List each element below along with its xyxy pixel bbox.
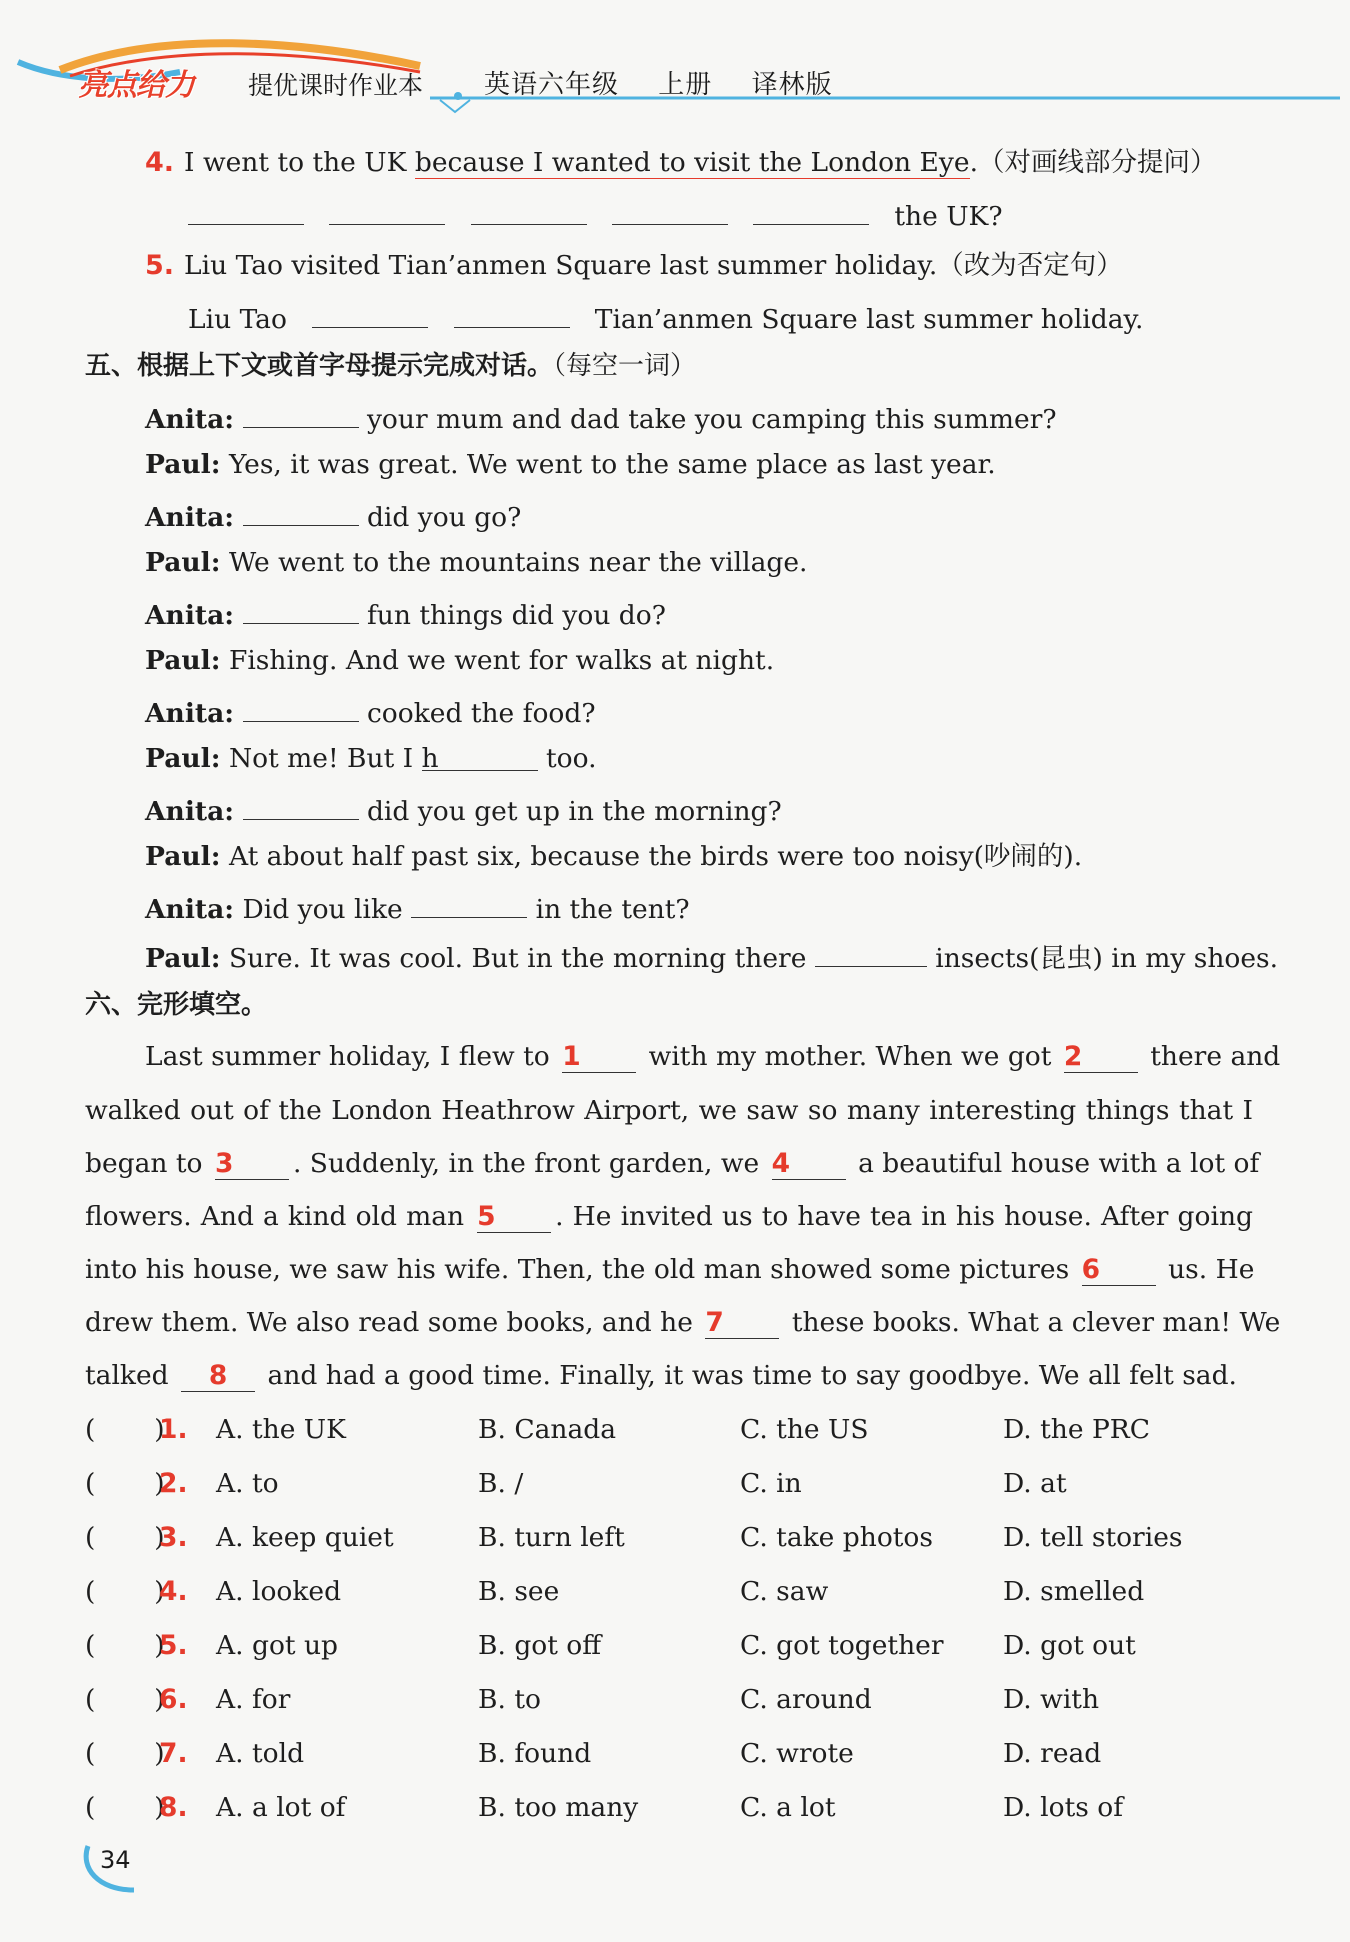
dialogue-line: Paul: Fishing. And we went for walks at night. bbox=[145, 645, 775, 676]
cloze-blank[interactable]: 7 bbox=[705, 1308, 779, 1339]
page-header bbox=[0, 0, 1350, 120]
answer-blank[interactable] bbox=[612, 196, 728, 225]
cloze-blank[interactable]: 1 bbox=[562, 1042, 636, 1073]
dialogue-line: Anita: Did you like in the tent? bbox=[145, 889, 690, 927]
answer-blank[interactable] bbox=[243, 693, 359, 722]
option-row: ( ) 6. A. for B. to C. around D. with bbox=[85, 1682, 1265, 1718]
answer-blank[interactable] bbox=[243, 791, 359, 820]
dialogue-line: Paul: Not me! But I h too. bbox=[145, 743, 597, 774]
answer-blank[interactable] bbox=[188, 196, 304, 225]
answer-blank[interactable] bbox=[329, 196, 445, 225]
cloze-blank[interactable]: 8 bbox=[181, 1361, 255, 1392]
passage-line: into his house, we saw his wife. Then, the old man showed some pictures 6 us. He bbox=[85, 1254, 1255, 1285]
answer-paren[interactable]: ( ) bbox=[85, 1684, 165, 1715]
passage-line: Last summer holiday, I flew to 1 with my mother. When we got 2 there and bbox=[145, 1041, 1281, 1072]
book-info bbox=[484, 64, 863, 101]
page-number: 34 bbox=[100, 1846, 131, 1874]
answer-line-5: Liu Tao Tian’anmen Square last summer holiday. bbox=[188, 299, 1143, 337]
answer-blank[interactable] bbox=[243, 595, 359, 624]
question-number: 4. bbox=[145, 147, 175, 178]
section-6-title: 六、完形填空。 bbox=[85, 990, 268, 1020]
dialogue-line: Anita: did you get up in the morning? bbox=[145, 791, 782, 829]
answer-blank[interactable] bbox=[815, 938, 927, 967]
cloze-blank[interactable]: 6 bbox=[1082, 1255, 1156, 1286]
series-title: 提优课时作业本 bbox=[248, 71, 424, 100]
option-row: ( ) 7. A. told B. found C. wrote D. read bbox=[85, 1736, 1265, 1772]
cloze-blank[interactable]: 3 bbox=[215, 1149, 289, 1180]
volume: 上册 bbox=[658, 70, 713, 100]
answer-paren[interactable]: ( ) bbox=[85, 1738, 165, 1769]
answer-line-4: the UK? bbox=[188, 196, 1003, 234]
answer-paren[interactable]: ( ) bbox=[85, 1468, 165, 1499]
subject: 英语六年级 bbox=[484, 70, 620, 100]
passage-line: talked 8 and had a good time. Finally, it was time to say goodbye. We all felt sad. bbox=[85, 1360, 1237, 1391]
answer-blank[interactable] bbox=[753, 196, 869, 225]
dialogue-line: Anita: cooked the food? bbox=[145, 693, 596, 731]
cloze-blank[interactable]: 4 bbox=[772, 1149, 846, 1180]
answer-paren[interactable]: ( ) bbox=[85, 1414, 165, 1445]
passage-line: flowers. And a kind old man 5 . He invited us to have tea in his house. After going bbox=[85, 1201, 1253, 1232]
question-5: 5. Liu Tao visited Tian’anmen Square last summer holiday.（改为否定句） bbox=[145, 250, 1123, 281]
brand-logo: 亮点给力 bbox=[78, 68, 194, 103]
dialogue-line: Paul: We went to the mountains near the village. bbox=[145, 547, 808, 578]
answer-blank[interactable]: h bbox=[422, 742, 538, 771]
option-row: ( ) 2. A. to B. / C. in D. at bbox=[85, 1466, 1265, 1502]
passage-line: drew them. We also read some books, and he 7 these books. What a clever man! We bbox=[85, 1307, 1281, 1338]
cloze-blank[interactable]: 5 bbox=[477, 1202, 551, 1233]
answer-blank[interactable] bbox=[471, 196, 587, 225]
dialogue-line: Paul: Sure. It was cool. But in the morning there insects(昆虫) in my shoes. bbox=[145, 938, 1278, 976]
answer-paren[interactable]: ( ) bbox=[85, 1630, 165, 1661]
question-number: 5. bbox=[145, 250, 175, 281]
answer-blank[interactable] bbox=[411, 889, 527, 918]
cloze-blank[interactable]: 2 bbox=[1064, 1042, 1138, 1073]
answer-blank[interactable] bbox=[243, 497, 359, 526]
answer-paren[interactable]: ( ) bbox=[85, 1792, 165, 1823]
option-row: ( ) 4. A. looked B. see C. saw D. smelled bbox=[85, 1574, 1265, 1610]
option-row: ( ) 1. A. the UK B. Canada C. the US D. the PRC bbox=[85, 1412, 1265, 1448]
dialogue-line: Anita: did you go? bbox=[145, 497, 521, 535]
answer-blank[interactable] bbox=[312, 299, 428, 328]
question-4: 4. I went to the UK because I wanted to visit the London Eye.（对画线部分提问） bbox=[145, 147, 1217, 178]
passage-line: walked out of the London Heathrow Airport, we saw so many interesting things that I bbox=[85, 1095, 1253, 1126]
option-row: ( ) 3. A. keep quiet B. turn left C. take photos D. tell stories bbox=[85, 1520, 1265, 1556]
passage-line: began to 3 . Suddenly, in the front garden, we 4 a beautiful house with a lot of bbox=[85, 1148, 1260, 1179]
dialogue-line: Anita: your mum and dad take you camping this summer? bbox=[145, 399, 1057, 437]
option-row: ( ) 8. A. a lot of B. too many C. a lot D. lots of bbox=[85, 1790, 1265, 1826]
section-5-title: 五、根据上下文或首字母提示完成对话。（每空一词） bbox=[85, 351, 697, 381]
answer-blank[interactable] bbox=[454, 299, 570, 328]
answer-blank[interactable] bbox=[243, 399, 359, 428]
option-row: ( ) 5. A. got up B. got off C. got together D. got out bbox=[85, 1628, 1265, 1664]
answer-paren[interactable]: ( ) bbox=[85, 1522, 165, 1553]
underlined-part: because I wanted to visit the London Eye bbox=[414, 147, 970, 178]
answer-paren[interactable]: ( ) bbox=[85, 1576, 165, 1607]
header-swoosh bbox=[0, 0, 1350, 120]
dialogue-line: Paul: Yes, it was great. We went to the same place as last year. bbox=[145, 449, 996, 480]
dialogue-line: Anita: fun things did you do? bbox=[145, 595, 666, 633]
dialogue-line: Paul: At about half past six, because the birds were too noisy(吵闹的). bbox=[145, 841, 1083, 872]
edition: 译林版 bbox=[751, 70, 833, 100]
